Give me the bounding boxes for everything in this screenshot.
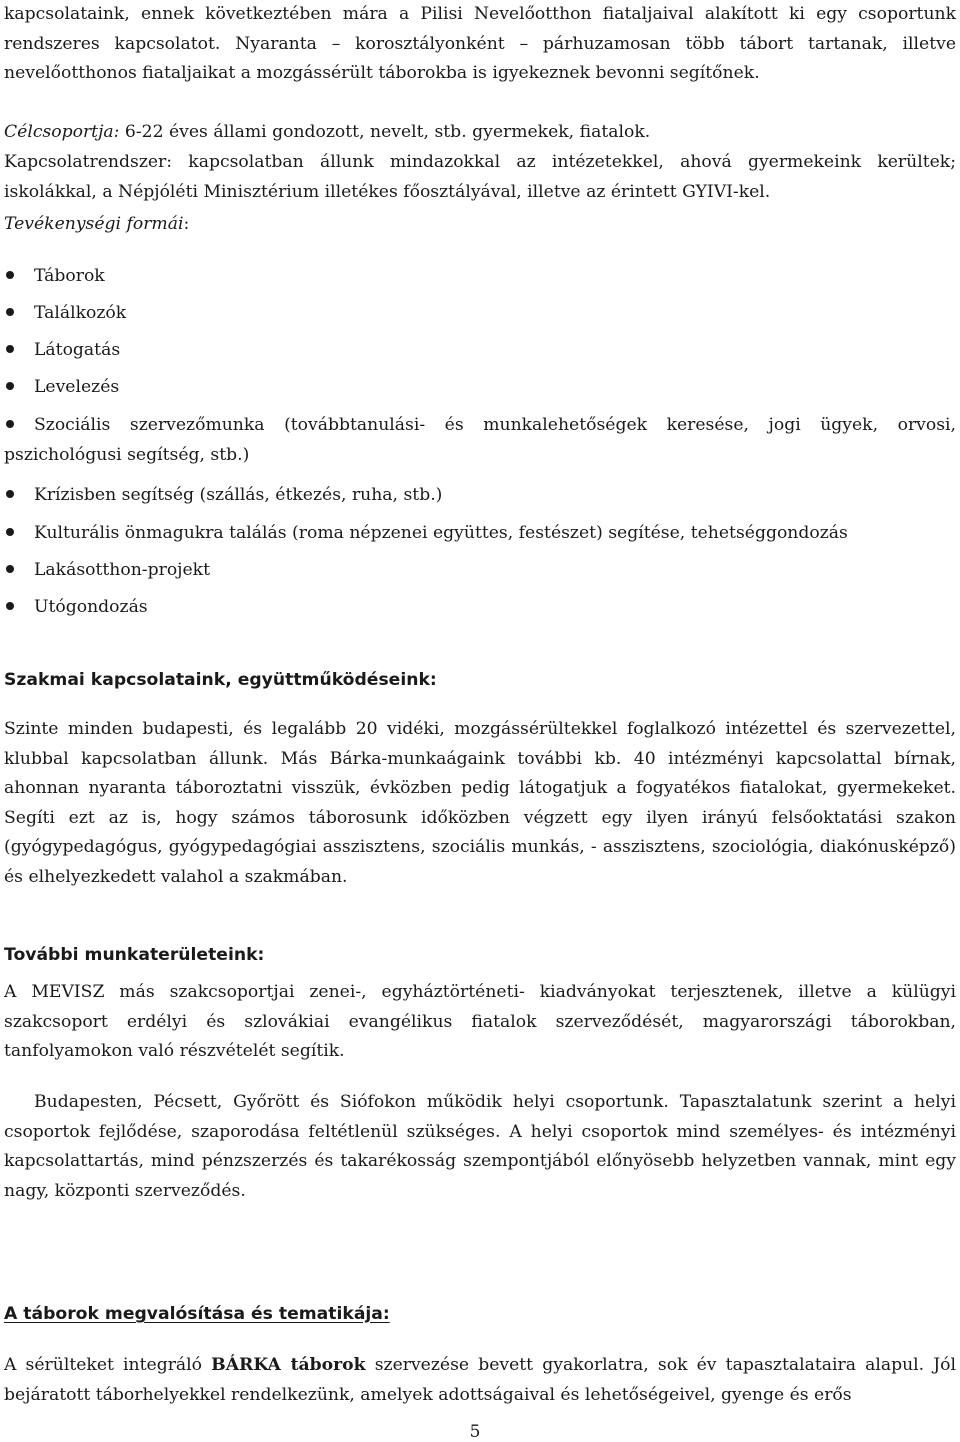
further-heading: További munkaterületeink: [4, 945, 265, 965]
list-item [4, 373, 956, 403]
list-item-text: Utógondozás [34, 597, 148, 617]
camps-text-start: A sérülteket integráló [4, 1355, 212, 1375]
target-group-label: Célcsoportja: [4, 122, 120, 142]
further-paragraph-1: A MEVISZ más szakcsoportjai zenei-, egyháztörténeti- kiadványokat terjesztenek, illetve a külügyi szakcsoport erdélyi és szlovákiai evangélikus fiatalok szerveződését, magyarországi táborokban, tanfolyamokon való részvételét segítik. [4, 982, 956, 1061]
camps-text-bold: BÁRKA táborok [211, 1355, 366, 1375]
camps-text-rest: szervezése bevett gyakorlatra, sok év tapasztalataira alapul. Jól bejáratott táborhelyekkel rendelkezünk, amelyek adottságaival és lehetőségeivel, gyenge és erős [4, 1355, 957, 1405]
target-group-text: 6-22 éves állami gondozott, nevelt, stb. gyermekek, fiatalok. [119, 122, 651, 142]
list-item [4, 299, 956, 329]
list-item [4, 556, 956, 586]
page-number: 5 [469, 1422, 481, 1442]
list-item-text: Lakásotthon-projekt [34, 560, 210, 580]
bullet-icon [6, 308, 14, 316]
bullet-icon [6, 528, 14, 536]
list-item-text: Találkozók [34, 303, 127, 323]
list-item-text: Kulturális önmagukra találás (roma népzenei együttes, festészet) segítése, tehetséggondozás [34, 523, 848, 543]
list-item [4, 262, 956, 292]
list-item-text: Szociális szervezőmunka (továbbtanulási- és munkalehetőségek keresése, jogi ügyek, orvosi, pszichológusi segítség, stb.) [4, 415, 956, 465]
bullet-icon [6, 565, 14, 573]
activity-forms-label-line [4, 210, 956, 240]
professional-paragraph: Szinte minden budapesti, és legalább 20 vidéki, mozgássérültekkel foglalkozó intézettel és szervezettel, klubbal kapcsolatban állunk. Más Bárka-munkaágaink további kb. 40 intézményi kapcsolattal bírnak, ahonnan nyaranta táboroztatni visszük, évközben pedig látogatjuk a fogyatékos fiatalokat, gyermekeket. Segíti ezt az is, hogy számos táborosunk időközben végzett egy ilyen irányú felsőoktatási szakon (gyógypedagógus, gyógypedagógiai asszisztens, szociális munkás, - asszisztens, szociológia, diakónusképző) és elhelyezkedett valahol a szakmában. [4, 719, 956, 887]
list-item-text: Látogatás [34, 340, 121, 360]
activity-forms-colon: : [183, 214, 190, 234]
list-item [4, 593, 956, 623]
bullet-icon [6, 271, 14, 279]
bullet-icon [6, 490, 14, 498]
activity-forms-label: Tevékenységi formái [4, 214, 184, 234]
camps-paragraph [4, 1351, 956, 1410]
list-item-text: Levelezés [34, 377, 120, 397]
bullet-icon [6, 382, 14, 390]
list-item [4, 336, 956, 366]
contacts-paragraph: Kapcsolatrendszer: kapcsolatban állunk mindazokkal az intézetekkel, ahová gyermekeink kerültek; iskolákkal, a Népjóléti Minisztérium illetékes főosztályával, illetve az érintett GYIVI-kel. [4, 152, 956, 202]
bullet-icon [6, 345, 14, 353]
bullet-icon [6, 420, 14, 428]
further-paragraph-2: Budapesten, Pécsett, Győrött és Siófokon működik helyi csoportunk. Tapasztalatunk szerint a helyi csoportok fejlődése, szaporodása feltétlenül szükséges. A helyi csoportok mind személyes- és intézményi kapcsolattartás, mind pénzszerzés és takarékosság szempontjából előnyösebb helyzetben vannak, mint egy nagy, központi szerveződés. [4, 1092, 956, 1201]
list-item-text: Táborok [34, 266, 105, 286]
list-item-text: Krízisben segítség (szállás, étkezés, ruha, stb.) [34, 485, 443, 505]
list-item [4, 481, 956, 511]
target-group-line [4, 118, 956, 148]
professional-heading: Szakmai kapcsolataink, együttműködéseink: [4, 670, 437, 690]
camps-heading: A táborok megvalósítása és tematikája: [4, 1304, 390, 1324]
list-item [4, 411, 956, 470]
list-item [4, 519, 956, 549]
bullet-icon [6, 602, 14, 610]
intro-paragraph: kapcsolataink, ennek következtében mára a Pilisi Nevelőotthon fiataljaival alakított ki egy csoportunk rendszeres kapcsolatot. Nyaranta – korosztályonként – párhuzamosan több tábort tartanak, illetve nevelőotthonos fiataljaikat a mozgássérült táborokba is igyekeznek bevonni segítőnek. [4, 4, 956, 83]
